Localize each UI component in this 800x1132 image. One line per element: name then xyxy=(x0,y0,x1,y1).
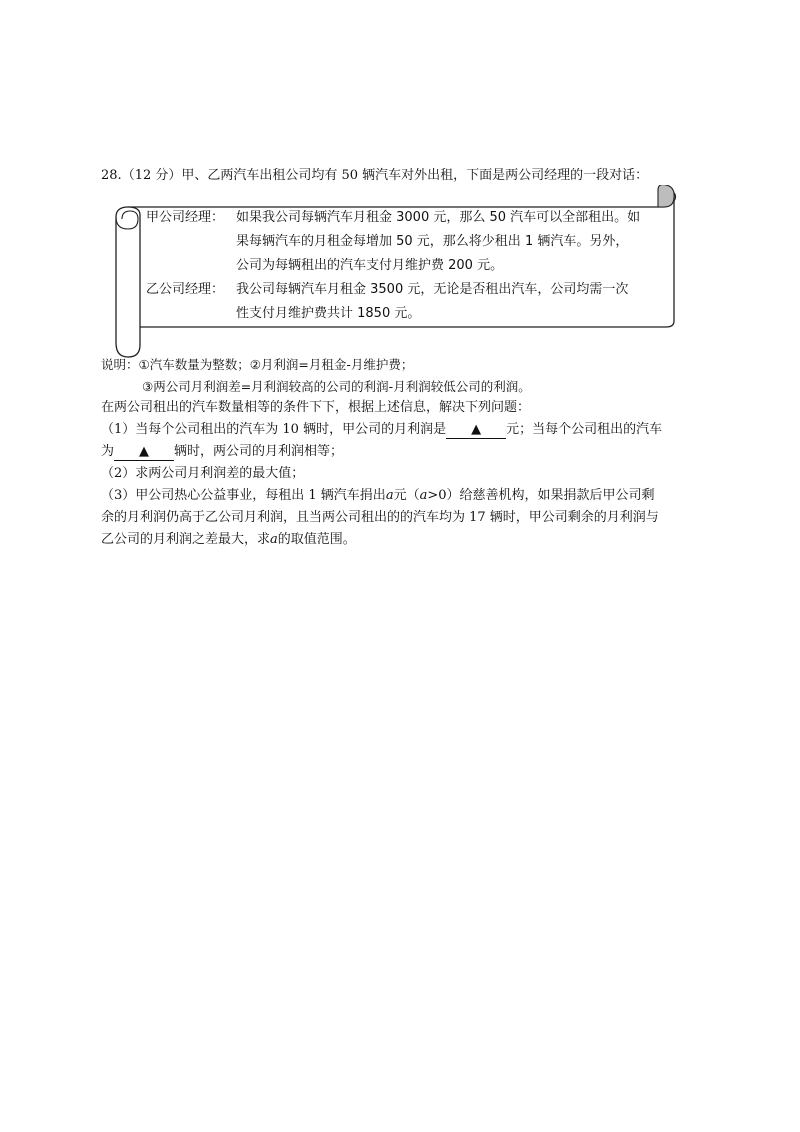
triangle-icon: ▲ xyxy=(471,422,482,437)
note-line2: ③两公司月利润差=月利润较高的公司的利润-月利润较低公司的利润。 xyxy=(142,379,531,394)
dialogue-scroll xyxy=(108,185,678,370)
speaker-b: 乙公司经理： xyxy=(146,282,225,297)
q1-text-b: 元；当每个公司租出的汽车 xyxy=(506,422,663,437)
triangle-icon: ▲ xyxy=(139,444,150,459)
q3-text-d: 乙公司的月利润之差最大，求 xyxy=(101,532,271,547)
q3-text-c: >0）给慈善机构，如果捐款后甲公司剩 xyxy=(427,488,655,503)
q1-text-d: 辆时，两公司的月利润相等； xyxy=(174,444,344,459)
q1-answer-blank-2 xyxy=(114,444,174,461)
q1-text-a: （1）当每个公司租出的汽车为 10 辆时，甲公司的月利润是 xyxy=(101,422,447,437)
q3-text-b: 元（ xyxy=(393,488,420,503)
q1-answer-blank-1 xyxy=(446,422,506,439)
problem-intro xyxy=(101,166,648,186)
question-3-line1 xyxy=(101,486,655,506)
speaker-a-line1: 如果我公司每辆汽车月租金 3000 元，那么 50 汽车可以全部租出。如 xyxy=(236,210,641,225)
condition-text: 在两公司租出的汽车数量相等的条件下下，根据上述信息，解决下列问题： xyxy=(101,400,531,415)
q3-var-a-2: a xyxy=(419,488,428,503)
q3-text-e: 的取值范围。 xyxy=(277,532,356,547)
speaker-b-line1: 我公司每辆汽车月租金 3500 元，无论是否租出汽车，公司均需一次 xyxy=(236,282,629,297)
question-1-line1 xyxy=(101,420,662,440)
question-2: （2）求两公司月利润差的最大值； xyxy=(101,466,305,481)
problem-score: （12 分） xyxy=(121,168,182,183)
note-line1: 说明：①汽车数量为整数；②月利润=月租金-月维护费； xyxy=(101,357,414,372)
problem-intro-text: 甲、乙两汽车出租公司均有 50 辆汽车对外出租，下面是两公司经理的一段对话： xyxy=(181,168,649,183)
speaker-a-line2: 果每辆汽车的月租金每增加 50 元，那么将少租出 1 辆汽车。另外， xyxy=(236,234,629,249)
question-3-line3 xyxy=(101,530,356,550)
speaker-a: 甲公司经理： xyxy=(146,210,225,225)
q3-text-a: （3）甲公司热心公益事业，每租出 1 辆汽车捐出 xyxy=(101,488,386,503)
problem-number: 28. xyxy=(101,168,122,183)
question-3-line2: 余的月利润仍高于乙公司月利润，且当两公司租出的的汽车均为 17 辆时，甲公司剩余的月利润与 xyxy=(101,510,659,525)
q3-var-a: a xyxy=(385,488,394,503)
speaker-a-line3: 公司为每辆租出的汽车支付月维护费 200 元。 xyxy=(236,258,504,273)
question-1-line2 xyxy=(101,442,343,462)
speaker-b-line2: 性支付月维护费共计 1850 元。 xyxy=(236,306,421,321)
q3-var-a-3: a xyxy=(270,532,278,547)
q1-text-c: 为 xyxy=(101,444,115,459)
